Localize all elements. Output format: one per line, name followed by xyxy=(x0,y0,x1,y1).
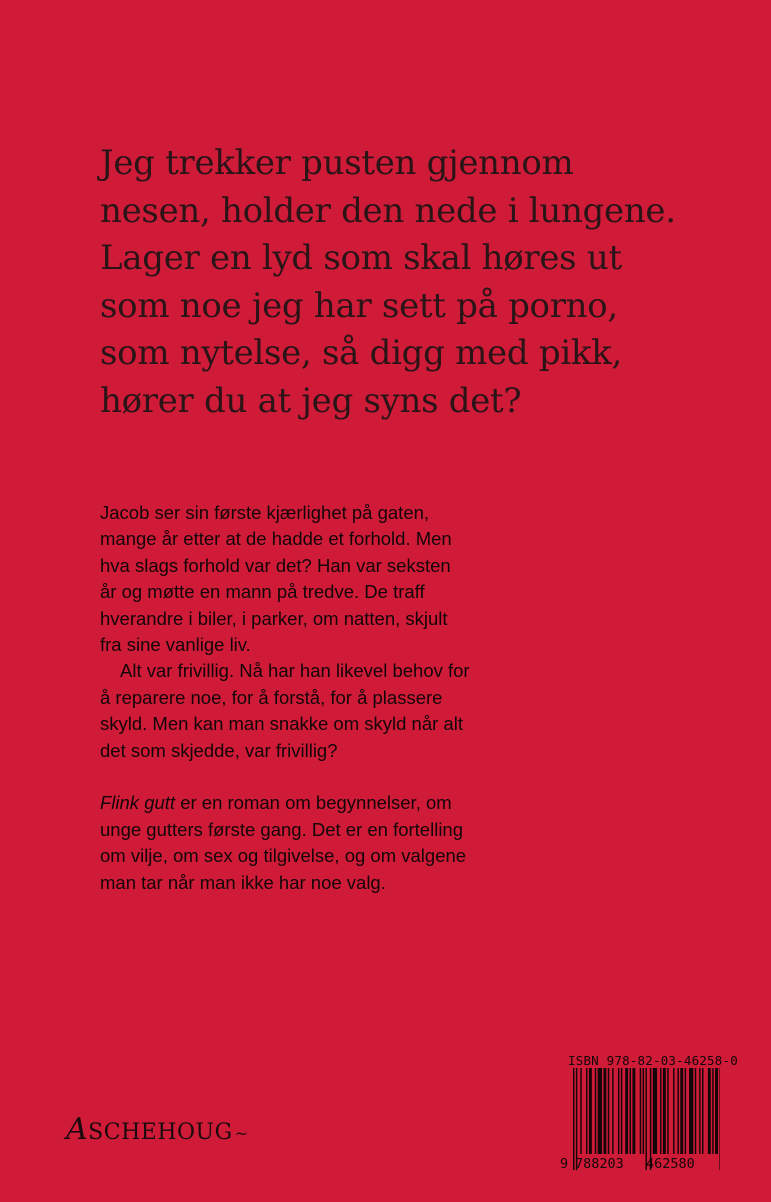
barcode-bar xyxy=(646,1068,647,1170)
publisher-logo-initial: A xyxy=(66,1112,89,1147)
paragraph-gap xyxy=(100,764,620,790)
publisher-logo xyxy=(66,1112,249,1147)
barcode-bar xyxy=(680,1068,683,1154)
barcode-bar xyxy=(719,1068,720,1170)
publisher-logo-text: SCHEHOUG xyxy=(88,1120,233,1145)
barcode-bar xyxy=(576,1068,577,1170)
description-line: man tar når man ikke har noe valg. xyxy=(100,871,386,893)
description-line: hva slags forhold var det? Han var seksten xyxy=(100,554,451,576)
description-line: skyld. Men kan man snakke om skyld når alt xyxy=(100,713,463,735)
quote-line: nesen, holder den nede i lungene. xyxy=(100,190,676,231)
barcode-bar xyxy=(689,1068,693,1154)
barcode-bar xyxy=(699,1068,700,1154)
barcode-bar xyxy=(660,1068,661,1154)
barcode-bar xyxy=(573,1068,574,1170)
barcode-bar xyxy=(702,1068,703,1154)
barcode-digit-group-1: 788203 xyxy=(575,1156,624,1172)
barcode-bar xyxy=(595,1068,596,1154)
barcode-bar xyxy=(653,1068,657,1154)
barcode-bar xyxy=(608,1068,609,1154)
barcode-bar xyxy=(663,1068,666,1154)
barcode-bar xyxy=(589,1068,592,1154)
description-line: om vilje, om sex og tilgivelse, og om valgene xyxy=(100,845,467,867)
description-line: år og møtte en mann på tredve. De traff xyxy=(100,581,425,603)
barcode-bar xyxy=(580,1068,581,1154)
barcode-bar xyxy=(650,1068,651,1170)
quote-line: som nytelse, så digg med pikk, xyxy=(100,333,623,373)
barcode-bar xyxy=(612,1068,613,1154)
description-paragraph-3 xyxy=(100,790,620,896)
barcode-bar xyxy=(695,1068,696,1154)
barcode-bar xyxy=(586,1068,587,1154)
isbn-text: ISBN 978-82-03-46258-0 xyxy=(568,1053,738,1068)
description-line-rest: er en roman om begynnelser, om xyxy=(175,792,452,814)
description-paragraph-2 xyxy=(100,658,620,764)
barcode-bar xyxy=(708,1068,711,1154)
barcode-digit-group-2: 462580 xyxy=(646,1156,695,1172)
description-paragraph-1 xyxy=(100,500,620,658)
book-description xyxy=(100,500,620,896)
barcode-bar xyxy=(667,1068,668,1154)
publisher-logo-flourish: ~ xyxy=(234,1124,249,1143)
description-line: fra sine vanlige liv. xyxy=(100,634,251,656)
barcode-bar xyxy=(685,1068,686,1154)
quote-line: som noe jeg har sett på porno, xyxy=(100,285,618,326)
quote-line: hører du at jeg syns det? xyxy=(100,380,522,421)
description-line: å reparere noe, for å forstå, for å plassere xyxy=(100,686,443,708)
description-line: Alt var frivillig. Nå har han likevel behov for xyxy=(120,660,470,682)
description-line: Jacob ser sin første kjærlighet på gaten, xyxy=(100,502,430,523)
barcode-digit-lead: 9 xyxy=(560,1156,569,1172)
barcode-bar xyxy=(712,1068,713,1154)
barcode-bar xyxy=(603,1068,606,1154)
barcode-bar xyxy=(643,1068,644,1154)
barcode-bar xyxy=(621,1068,622,1154)
barcode-bar xyxy=(715,1068,718,1154)
description-line: unge gutters første gang. Det er en fortelling xyxy=(100,818,464,840)
barcode-bar xyxy=(625,1068,628,1154)
quote-line: Jeg trekker pusten gjennom xyxy=(100,143,574,183)
barcode-bar xyxy=(673,1068,674,1154)
quote-line: Lager en lyd som skal høres ut xyxy=(100,238,622,278)
back-cover-quote xyxy=(100,140,740,425)
description-line: mange år etter at de hadde et forhold. Men xyxy=(100,528,452,550)
barcode-bar xyxy=(598,1068,602,1154)
barcode-bar xyxy=(640,1068,641,1154)
description-line: det som skjedde, var frivillig? xyxy=(100,739,338,761)
barcode-bar xyxy=(632,1068,635,1154)
description-line xyxy=(100,790,620,816)
description-line: hverandre i biler, i parker, om natten, skjult xyxy=(100,607,448,629)
barcode-bar xyxy=(630,1068,631,1154)
book-title: Flink gutt xyxy=(100,792,176,814)
barcode-bar xyxy=(618,1068,619,1154)
barcode-bar xyxy=(677,1068,678,1154)
